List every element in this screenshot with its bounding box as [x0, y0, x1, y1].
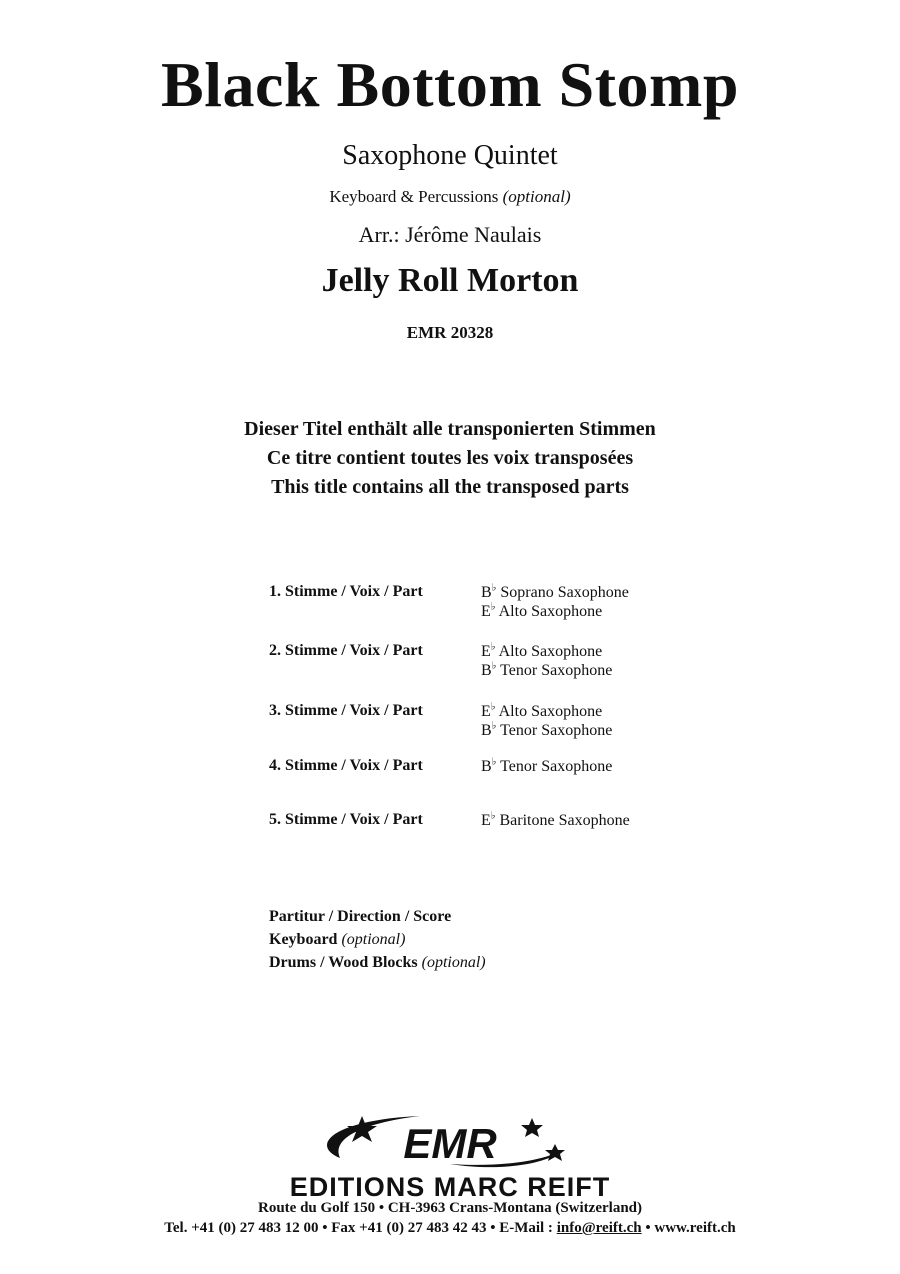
extra-parts-list	[269, 905, 486, 974]
catalog-code: EMR 20328	[406, 323, 494, 342]
instrument: B♭ Soprano Saxophone	[481, 582, 629, 601]
score-line: Partitur / Direction / Score	[269, 908, 452, 925]
flat-sign: ♭	[490, 601, 496, 613]
instrument: E♭ Baritone Saxophone	[481, 810, 630, 829]
part-label: 2. Stimme / Voix / Part	[269, 642, 423, 659]
publisher-contact: Tel. +41 (0) 27 483 12 00 • Fax +41 (0) 27 483 42 43 • E-Mail : info@reift.ch • www.reift.ch	[164, 1220, 736, 1236]
instrument: B♭ Tenor Saxophone	[481, 660, 613, 679]
transposition-note-fr: Ce titre contient toutes les voix transposées	[266, 447, 634, 469]
part-instruments	[481, 702, 612, 740]
subtitle: Saxophone Quintet	[342, 140, 558, 171]
keyboard-line: Keyboard (optional)	[269, 931, 406, 948]
flat-sign: ♭	[491, 582, 497, 594]
part-label: 1. Stimme / Voix / Part	[269, 583, 423, 600]
part-instruments	[481, 757, 612, 776]
instrumentation-line	[0, 187, 900, 207]
publisher-name: EDITIONS MARC REIFT	[289, 1172, 611, 1202]
logo-text: EMR	[403, 1120, 497, 1167]
instrument: B♭ Tenor Saxophone	[481, 720, 613, 739]
publisher-address: Route du Golf 150 • CH-3963 Crans-Montana (Switzerland)	[258, 1200, 642, 1216]
part-label: 5. Stimme / Voix / Part	[269, 811, 423, 828]
instrument: E♭ Alto Saxophone	[481, 701, 603, 720]
flat-sign: ♭	[490, 810, 496, 822]
flat-sign: ♭	[490, 641, 496, 653]
part-instruments	[481, 583, 629, 621]
instrument: B♭ Tenor Saxophone	[481, 756, 613, 775]
part-label: 4. Stimme / Voix / Part	[269, 757, 423, 774]
part-instruments	[481, 811, 630, 830]
composer: Jelly Roll Morton	[321, 262, 579, 299]
part-label: 3. Stimme / Voix / Part	[269, 702, 423, 719]
optional-note: (optional)	[421, 954, 486, 971]
instrumentation-text: Keyboard & Percussions	[329, 187, 503, 206]
part-instruments	[481, 642, 612, 680]
flat-sign: ♭	[491, 660, 497, 672]
transposition-note-de: Dieser Titel enthält alle transponierten Stimmen	[244, 418, 656, 440]
transposition-note-en: This title contains all the transposed parts	[271, 476, 629, 498]
email-link[interactable]: info@reift.ch	[556, 1220, 642, 1236]
instrument: E♭ Alto Saxophone	[481, 601, 603, 620]
flat-sign: ♭	[491, 720, 497, 732]
page-title: Black Bottom Stomp	[161, 49, 739, 120]
optional-note: (optional)	[341, 931, 406, 948]
emr-logo-icon	[300, 1106, 600, 1176]
instrument: E♭ Alto Saxophone	[481, 641, 603, 660]
flat-sign: ♭	[490, 701, 496, 713]
flat-sign: ♭	[491, 756, 497, 768]
optional-note: (optional)	[502, 187, 571, 206]
arranger: Arr.: Jérôme Naulais	[358, 222, 542, 247]
drums-line: Drums / Wood Blocks (optional)	[269, 954, 486, 971]
